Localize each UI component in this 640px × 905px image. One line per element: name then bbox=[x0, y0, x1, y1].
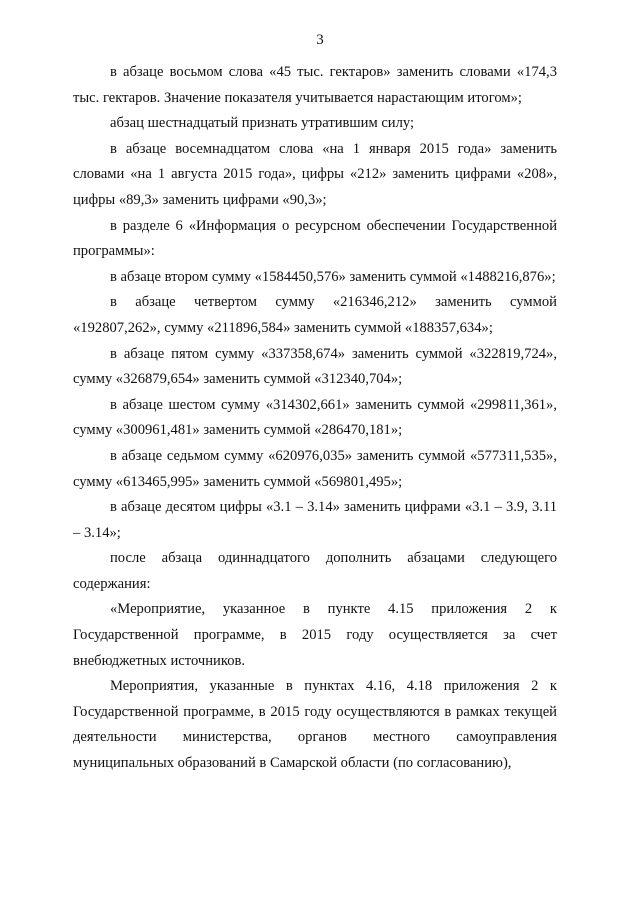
paragraph: в абзаце десятом цифры «3.1 – 3.14» заменить цифрами «3.1 – 3.9, 3.11 – 3.14»; bbox=[73, 499, 557, 541]
paragraph: в абзаце восьмом слова «45 тыс. гектаров» заменить словами «174,3 тыс. гектаров. Значение показателя учитывается нарастающим итогом»; bbox=[73, 64, 557, 106]
page-number: 3 bbox=[316, 32, 324, 48]
paragraph: Мероприятия, указанные в пунктах 4.16, 4.18 приложения 2 к Государственной программе, в 2015 году осуществляются в рамках текущей деятельности министерства, органов местного самоуправления муниципальных образований в Самарской области (по согласованию), bbox=[73, 678, 557, 772]
paragraph: в абзаце седьмом сумму «620976,035» заменить суммой «577311,535», сумму «613465,995» заменить суммой «569801,495»; bbox=[73, 447, 557, 490]
paragraph: в абзаце пятом сумму «337358,674» заменить суммой «322819,724», сумму «326879,654» заменить суммой «312340,704»; bbox=[73, 345, 557, 388]
document-body bbox=[73, 60, 557, 777]
paragraph: в абзаце шестом сумму «314302,661» заменить суммой «299811,361», сумму «300961,481» заменить суммой «286470,181»; bbox=[73, 396, 557, 439]
paragraph: в абзаце четвертом сумму «216346,212» заменить суммой «192807,262», сумму «211896,584» заменить суммой «188357,634»; bbox=[73, 294, 557, 336]
paragraph: в разделе 6 «Информация о ресурсном обеспечении Государственной программы»: bbox=[73, 217, 557, 260]
paragraph: «Мероприятие, указанное в пункте 4.15 приложения 2 к Государственной программе, в 2015 году осуществляется за счет внебюджетных источников. bbox=[73, 601, 557, 669]
paragraph: абзац шестнадцатый признать утратившим силу; bbox=[110, 115, 415, 132]
paragraph: после абзаца одиннадцатого дополнить абзацами следующего содержания: bbox=[73, 550, 557, 592]
paragraph: в абзаце восемнадцатом слова «на 1 января 2015 года» заменить словами «на 1 августа 2015 года», цифры «212» заменить цифрами «208», цифры «89,3» заменить цифрами «90,3»; bbox=[73, 140, 557, 208]
paragraph: в абзаце втором сумму «1584450,576» заменить суммой «1488216,876»; bbox=[110, 268, 556, 285]
